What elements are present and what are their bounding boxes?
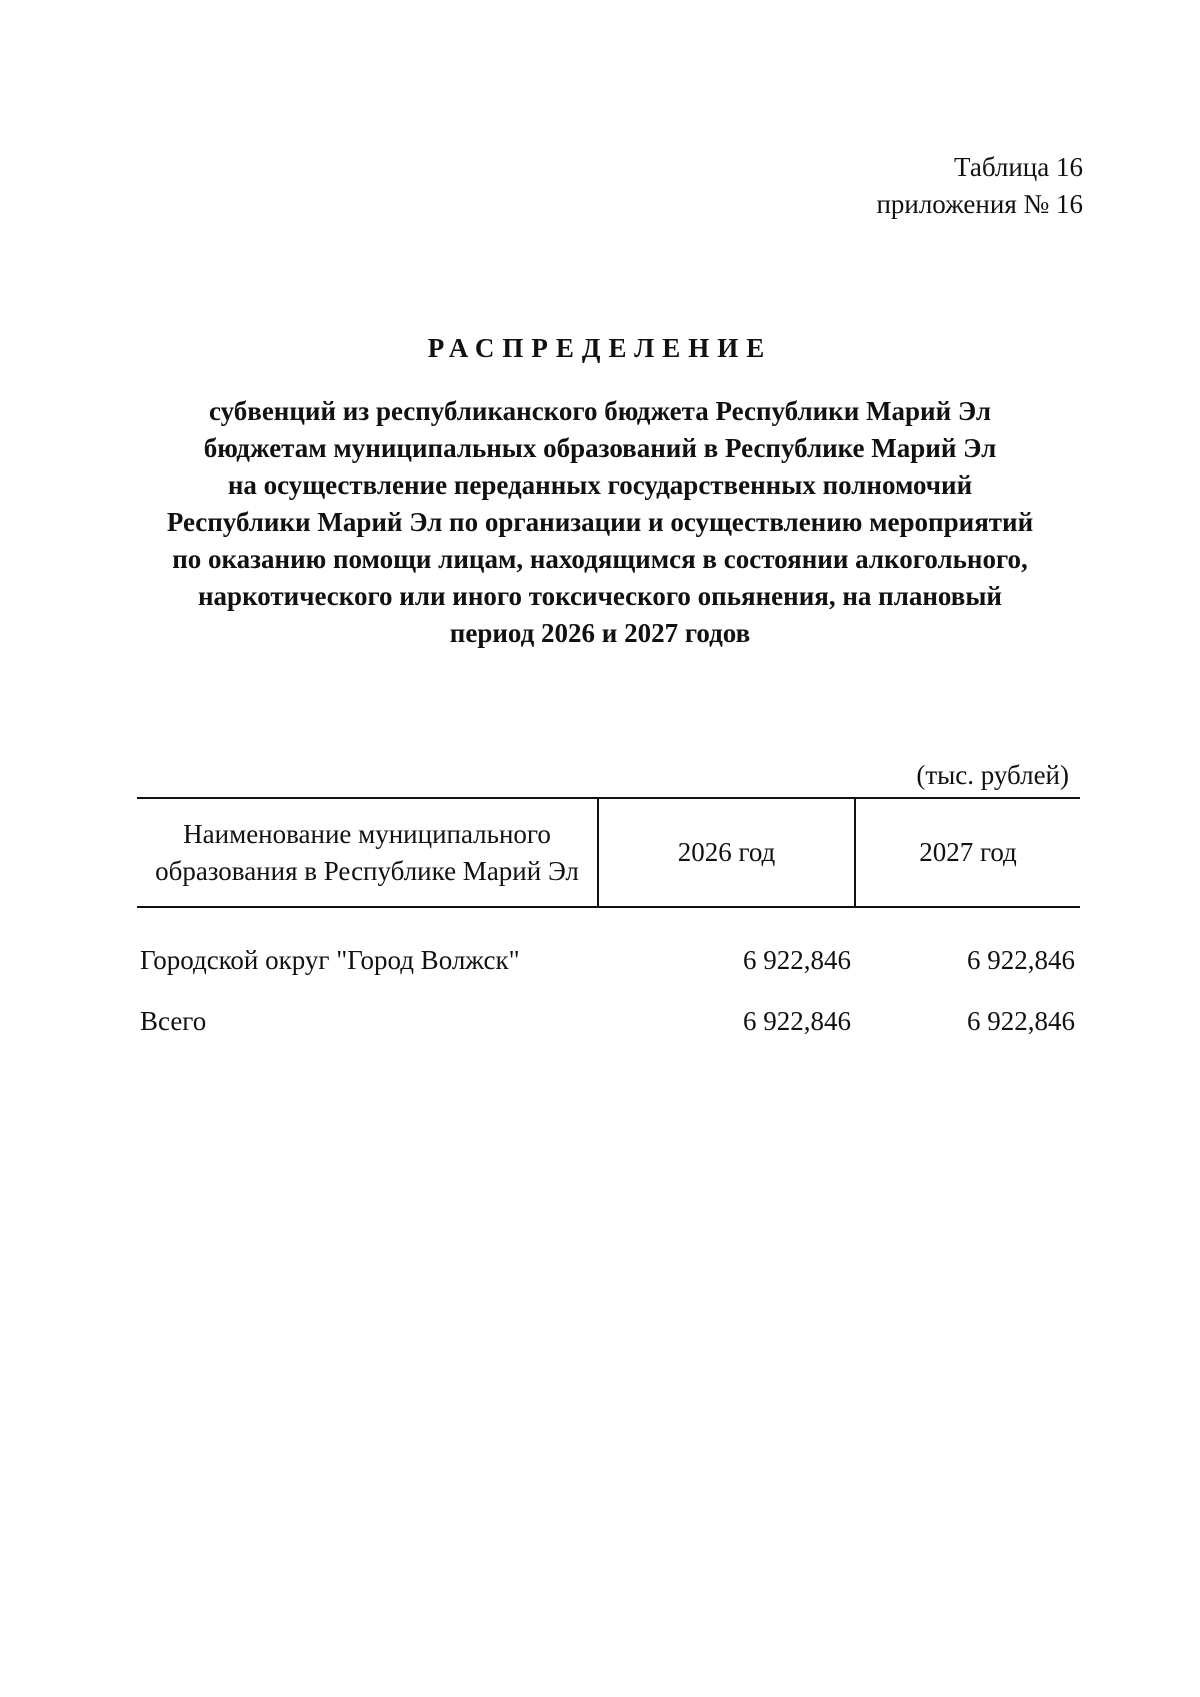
row-name: Городской округ "Город Волжск" <box>140 945 520 975</box>
subtitle-line: по оказанию помощи лицам, находящимся в состоянии алкогольного, <box>172 544 1028 574</box>
total-row-name: Всего <box>140 1006 207 1036</box>
subtitle-line: наркотического или иного токсического опьянения, на плановый <box>198 581 1002 611</box>
table-header-bottom-border <box>137 906 1080 908</box>
table-label: Таблица 16 <box>954 152 1083 182</box>
column-header-name-line: Наименование муниципального <box>183 819 551 849</box>
column-header-2026: 2026 год <box>677 837 776 867</box>
document-subtitle <box>0 393 1200 652</box>
subtitle-line: на осуществление переданных государственных полномочий <box>227 470 973 500</box>
column-header-name <box>139 816 595 890</box>
subtitle-line: период 2026 и 2027 годов <box>449 618 751 648</box>
table-reference <box>876 149 1083 223</box>
row-value-2026: 6 922,846 <box>743 945 851 975</box>
subtitle-line: Республики Марий Эл по организации и осуществлению мероприятий <box>166 507 1034 537</box>
row-value-2027: 6 922,846 <box>967 945 1075 975</box>
appendix-label: приложения № 16 <box>876 189 1083 219</box>
column-header-name-line: образования в Республике Марий Эл <box>155 856 579 886</box>
subtitle-line: бюджетам муниципальных образований в Республике Марий Эл <box>203 433 997 463</box>
table-top-border <box>137 797 1080 799</box>
column-header-2027: 2027 год <box>919 837 1017 867</box>
subtitle-line: субвенций из республиканского бюджета Республики Марий Эл <box>208 396 992 426</box>
total-value-2027: 6 922,846 <box>967 1006 1075 1036</box>
unit-label: (тыс. рублей) <box>916 760 1069 790</box>
total-value-2026: 6 922,846 <box>743 1006 851 1036</box>
document-title: РАСПРЕДЕЛЕНИЕ <box>427 333 773 363</box>
